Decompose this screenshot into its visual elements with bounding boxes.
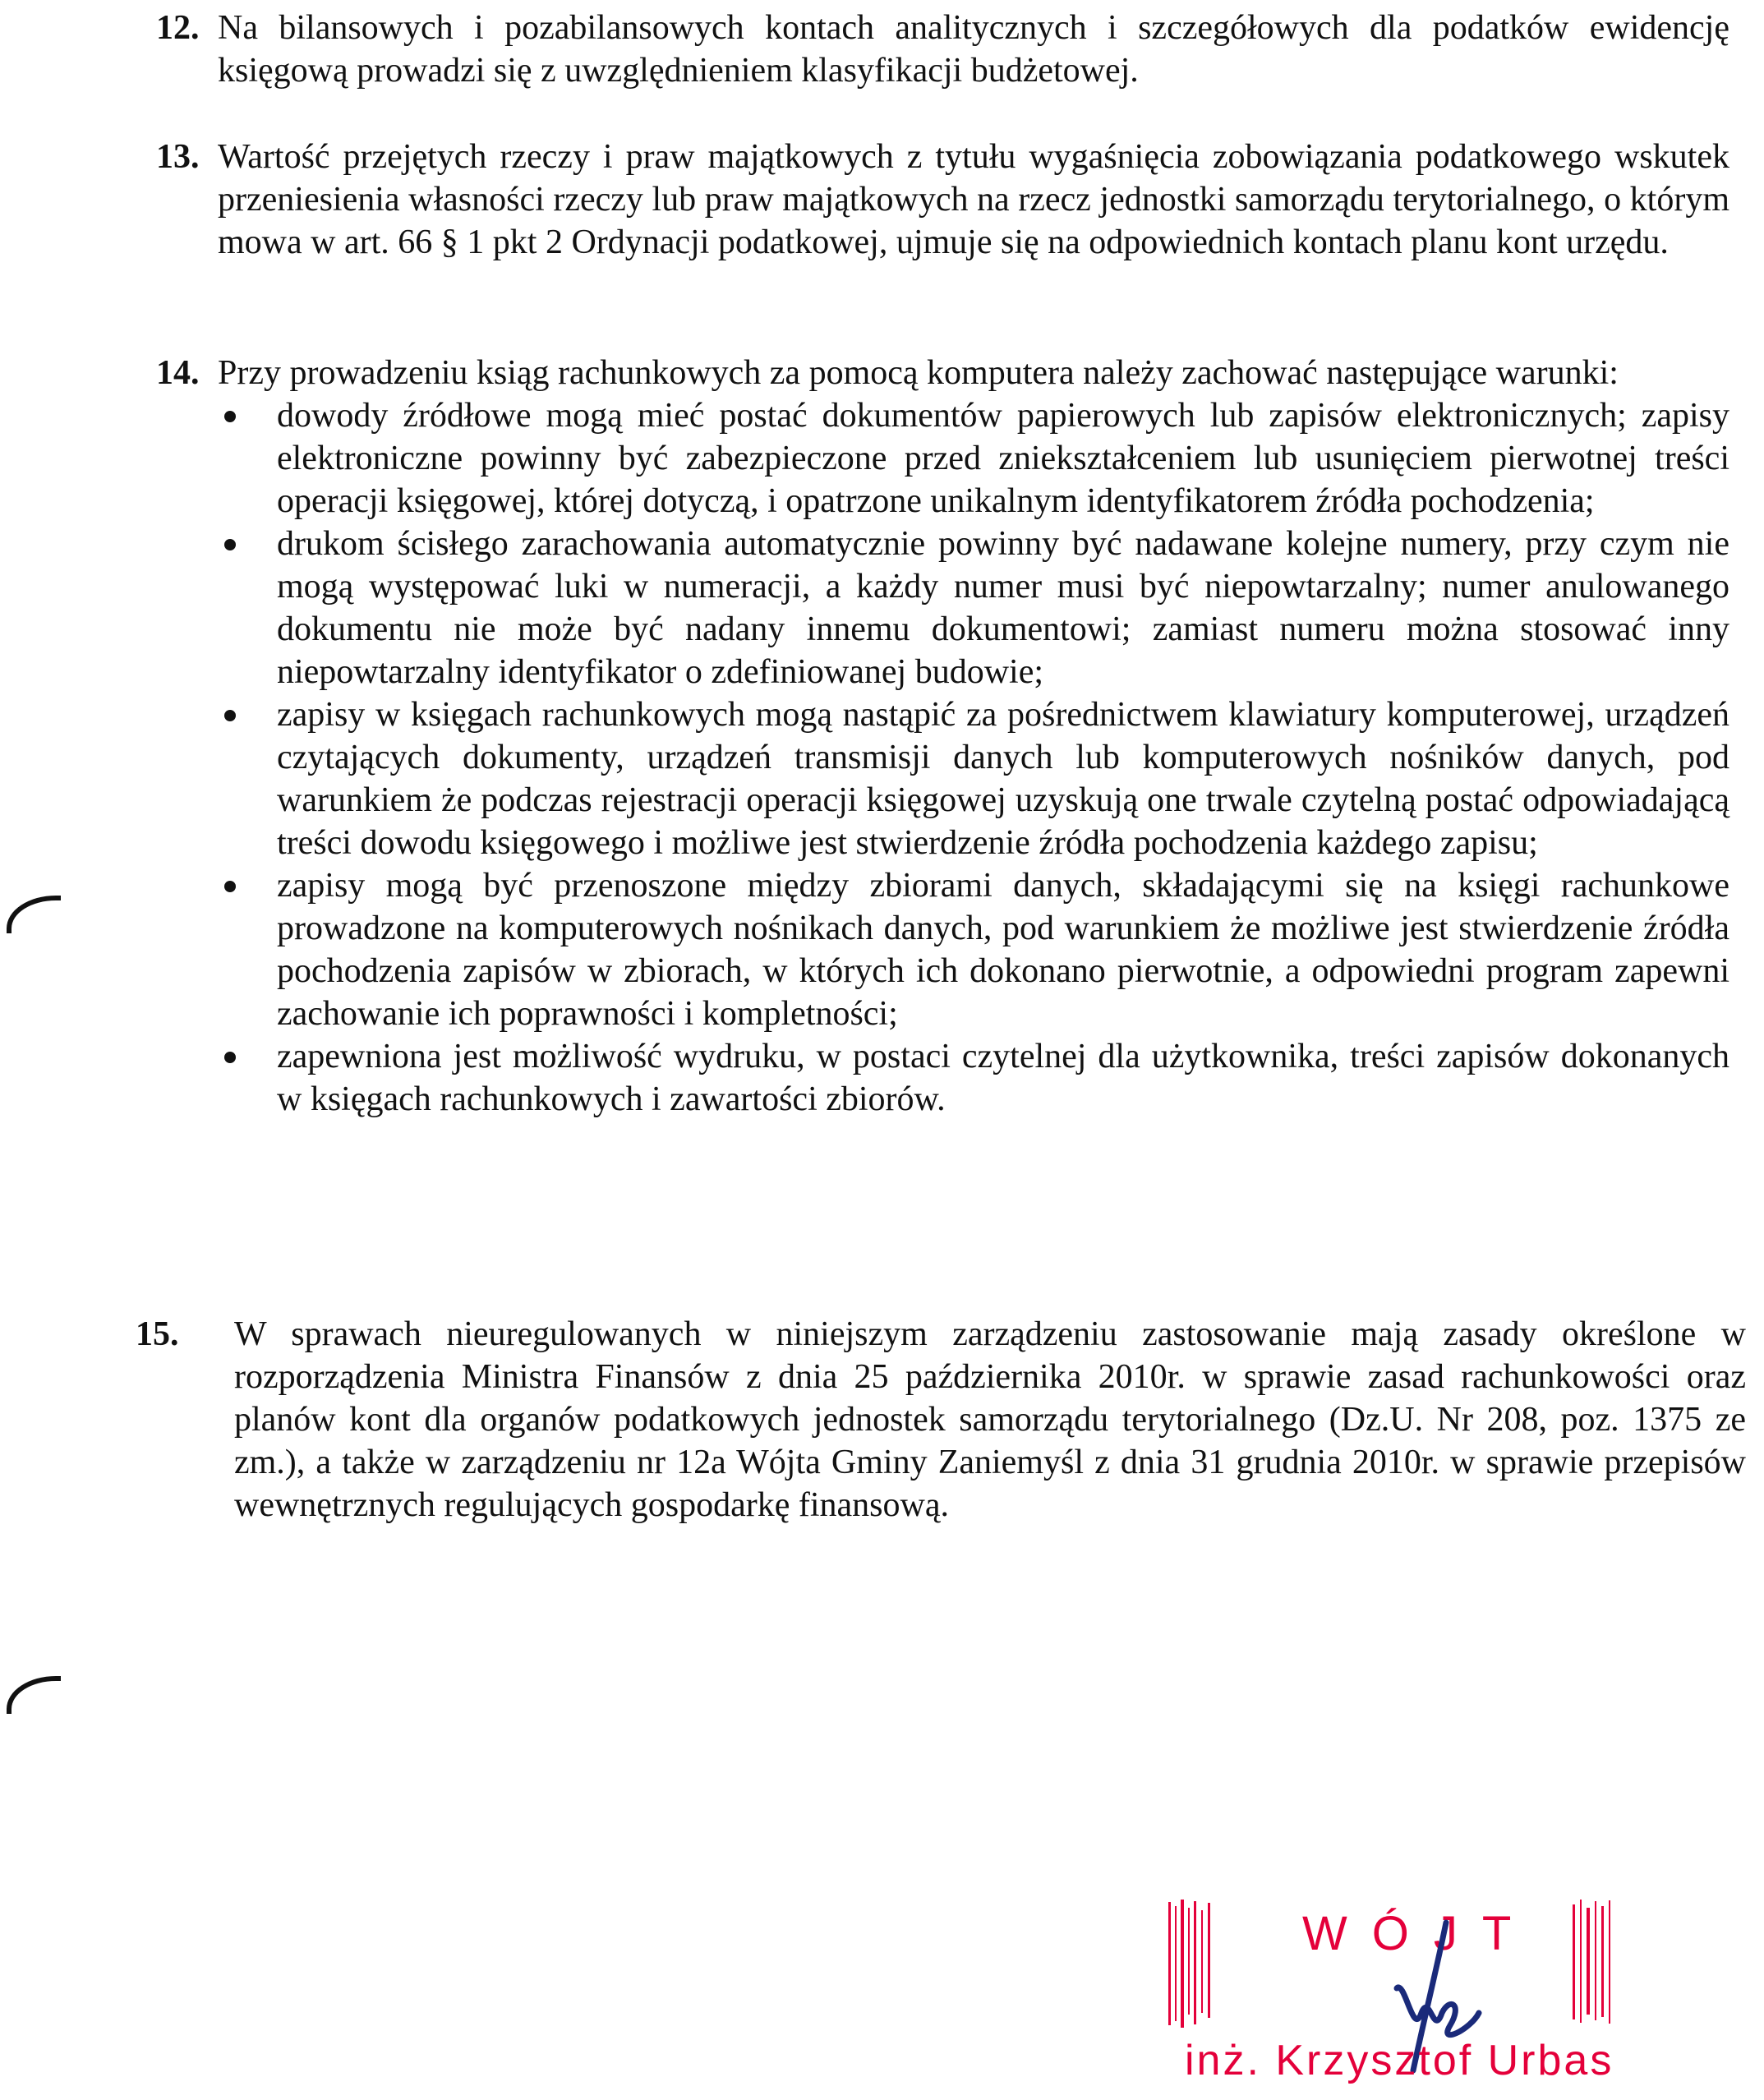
- list-item-text: zapisy mogą być przenoszone między zbiorami danych, składającymi się na księgi rachunkowe prowadzone na komputerowych nośnikach danych, pod warunkiem że możliwe jest stwierdzenie źródła pochodzenia zapisów w zbiorach, w których ich dokonano pierwotnie, a odpowiedni program zapewni zachowanie ich poprawności i kompletności;: [277, 867, 1729, 1033]
- punch-hole-mark: [7, 896, 61, 933]
- paragraph-13: [156, 136, 1729, 264]
- list-item-text: drukom ścisłego zarachowania automatycznie powinny być nadawane kolejne numery, przy czym nie mogą występować luki w numeracji, a każdy numer musi być niepowtarzalny; numer anulowanego dokumentu nie może być nadany innemu dokumentowi; zamiast numeru można stosować inny niepowtarzalny identyfikator o zdefiniowanej budowie;: [277, 525, 1729, 691]
- paragraph-14: [156, 352, 1729, 1121]
- conditions-list: [218, 394, 1729, 1121]
- bullet-icon: [224, 710, 236, 721]
- paragraph-number: 12.: [156, 9, 200, 47]
- bullet-icon: [224, 881, 236, 892]
- bullet-icon: [224, 411, 236, 422]
- stamp-title: WÓJT: [1302, 1907, 1536, 1960]
- list-item: [218, 693, 1729, 864]
- list-item-text: zapewniona jest możliwość wydruku, w postaci czytelnej dla użytkownika, treści zapisów dokonanych w księgach rachunkowych i zawartości zbiorów.: [277, 1038, 1729, 1118]
- stamp-name: inż. Krzysztof Urbas: [1185, 2037, 1614, 2084]
- punch-hole-mark: [7, 1676, 61, 1714]
- paragraph-12: [156, 7, 1729, 92]
- paragraph-text: Na bilansowych i pozabilansowych kontach analitycznych i szczegółowych dla podatków ewidencję księgową prowadzi się z uwzględnieniem klasyfikacji budżetowej.: [218, 9, 1729, 90]
- paragraph-text: W sprawach nieuregulowanych w niniejszym zarządzeniu zastosowanie mają zasady określone w rozporządzenia Ministra Finansów z dnia 25 października 2010r. w sprawie zasad rachunkowości oraz planów kont dla organów podatkowych jednostek samorządu terytorialnego (Dz.U. Nr 208, poz. 1375 ze zm.), a także w zarządzeniu nr 12a Wójta Gminy Zaniemyśl z dnia 31 grudnia 2010r. w sprawie przepisów wewnętrznych regulujących gospodarkę finansową.: [234, 1315, 1746, 1524]
- list-item: [218, 864, 1729, 1035]
- paragraph-text: Wartość przejętych rzeczy i praw majątkowych z tytułu wygaśnięcia zobowiązania podatkowego wskutek przeniesienia własności rzeczy lub praw majątkowych na rzecz jednostki samorządu terytorialnego, o którym mowa w art. 66 § 1 pkt 2 Ordynacji podatkowej, ujmuje się na odpowiednich kontach planu kont urzędu.: [218, 138, 1729, 261]
- official-stamp: [1167, 1890, 1660, 2087]
- list-item: [218, 394, 1729, 523]
- list-item-text: zapisy w księgach rachunkowych mogą nastąpić za pośrednictwem klawiatury komputerowej, urządzeń czytających dokumenty, urządzeń transmisji danych lub komputerowych nośników danych, pod warunkiem że podczas rejestracji operacji księgowej uzyskują one trwale czytelną postać odpowiadającą treści dowodu księgowego i możliwe jest stwierdzenie źródła pochodzenia każdego zapisu;: [277, 696, 1729, 862]
- bullet-icon: [224, 539, 236, 550]
- paragraph-number: 15.: [136, 1315, 179, 1353]
- list-item: [218, 1035, 1729, 1121]
- paragraph-intro: Przy prowadzeniu ksiąg rachunkowych za pomocą komputera należy zachować następujące warunki:: [218, 354, 1619, 392]
- list-item: [218, 523, 1729, 693]
- stamp-bars-icon: [1167, 1898, 1216, 2029]
- paragraph-15: [136, 1313, 1746, 1527]
- bullet-icon: [224, 1052, 236, 1063]
- stamp-bars-icon: [1569, 1898, 1619, 2029]
- paragraph-number: 14.: [156, 354, 200, 392]
- list-item-text: dowody źródłowe mogą mieć postać dokumentów papierowych lub zapisów elektronicznych; zapisy elektroniczne powinny być zabezpieczone przed zniekształceniem lub usunięciem pierwotnej treści operacji księgowej, której dotyczą, i opatrzone unikalnym identyfikatorem źródła pochodzenia;: [277, 397, 1729, 520]
- paragraph-number: 13.: [156, 138, 200, 176]
